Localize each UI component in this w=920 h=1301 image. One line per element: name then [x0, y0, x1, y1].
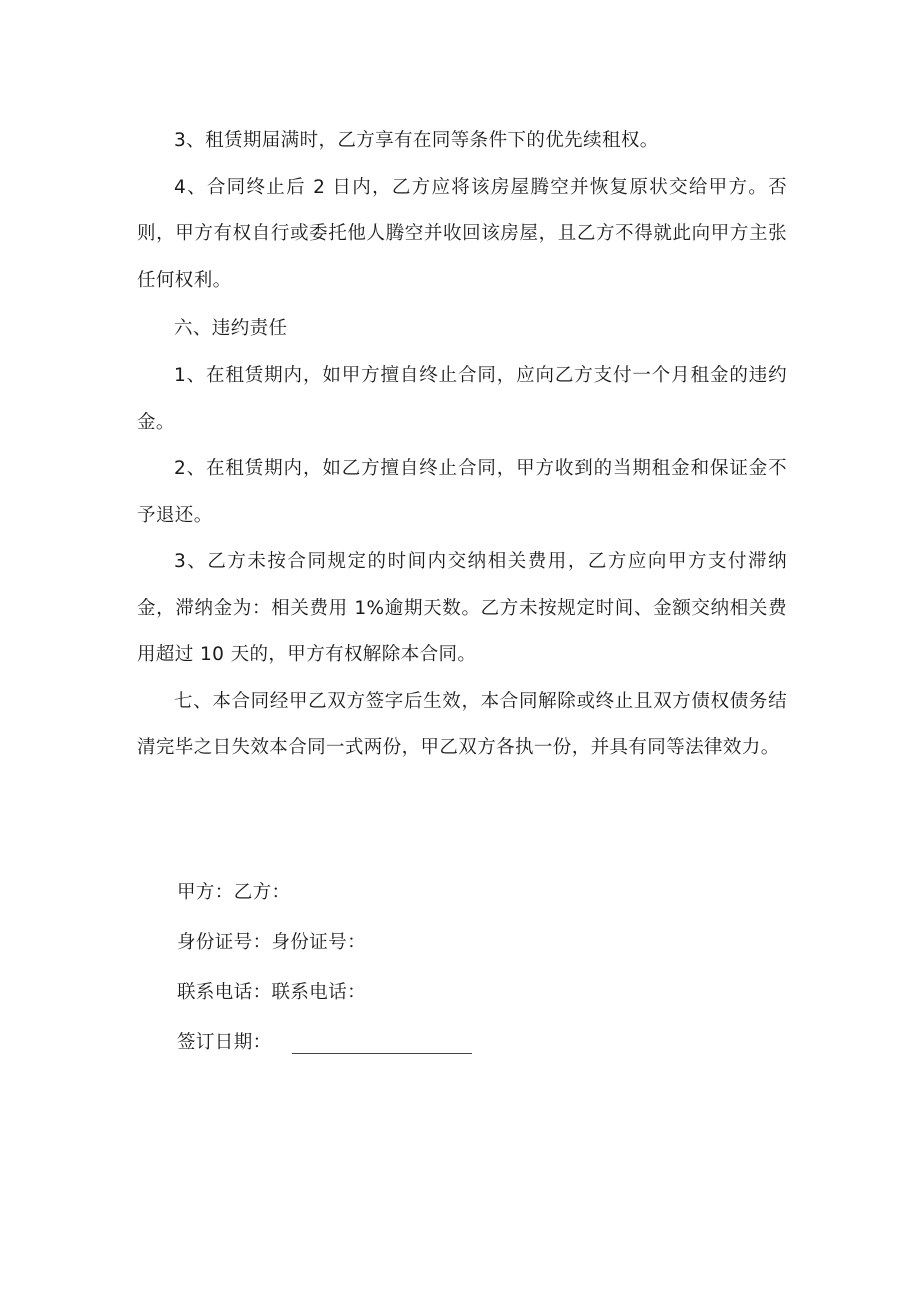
- signing-date-line: [177, 1018, 677, 1068]
- signing-date-blank[interactable]: [292, 1029, 472, 1054]
- clause-renewal-right: 3、租赁期届满时，乙方享有在同等条件下的优先续租权。: [174, 130, 659, 151]
- signature-block: [177, 868, 677, 1068]
- breach-clause-1: 1、在租赁期内，如甲方擅自终止合同，应向乙方支付一个月租金的违约金。: [137, 365, 787, 433]
- section-six-heading: 六、违约责任: [174, 318, 288, 339]
- party-names-line: 甲方：乙方：: [177, 882, 291, 903]
- section-seven-clause: 七、本合同经甲乙双方签字后生效，本合同解除或终止且双方债权债务结清完毕之日失效本合同一式两份，甲乙双方各执一份，并具有同等法律效力。: [137, 690, 787, 758]
- contract-body: [137, 118, 787, 772]
- id-number-line: 身份证号：身份证号：: [177, 932, 367, 953]
- breach-clause-2: 2、在租赁期内，如乙方擅自终止合同，甲方收到的当期租金和保证金不予退还。: [137, 458, 787, 526]
- phone-line: 联系电话：联系电话：: [177, 982, 367, 1003]
- clause-vacate-premises: 4、合同终止后 2 日内，乙方应将该房屋腾空并恢复原状交给甲方。否则，甲方有权自行或委托他人腾空并收回该房屋，且乙方不得就此向甲方主张任何权利。: [137, 176, 787, 291]
- breach-clause-3: 3、乙方未按合同规定的时间内交纳相关费用，乙方应向甲方支付滞纳金，滞纳金为：相关费用 1%逾期天数。乙方未按规定时间、金额交纳相关费用超过 10 天的，甲方有权解除本合同。: [137, 551, 787, 665]
- signing-date-label: 签订日期：: [177, 1032, 272, 1053]
